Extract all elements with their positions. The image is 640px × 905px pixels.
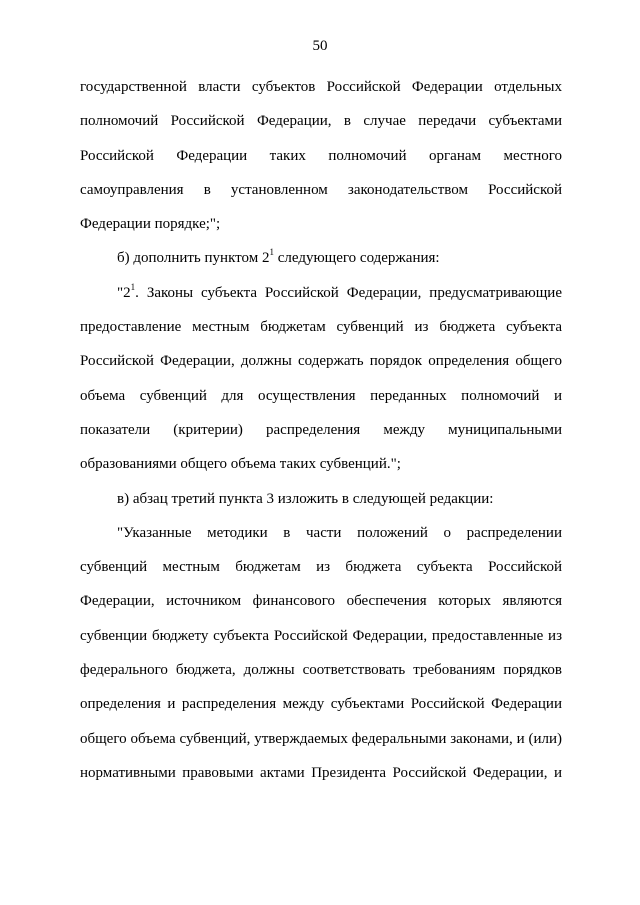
text-line: нормативными правовыми актами Президента Российской Федерации, и <box>80 764 562 781</box>
superscript: 1 <box>269 247 274 258</box>
text-line: в) абзац третий пункта 3 изложить в следующей редакции: <box>117 490 494 507</box>
text-line: государственной власти субъектов Российской Федерации отдельных <box>80 79 562 95</box>
text-line <box>80 276 562 310</box>
text-segment: следующего содержания: <box>273 250 440 267</box>
text-line: федерального бюджета, должны соответствовать требованиям порядков <box>80 662 562 679</box>
text-line: Федерации порядке;"; <box>80 216 221 233</box>
text-segment: "2 <box>117 284 131 301</box>
text-segment: . Законы субъекта Российской Федерации, предусматривающие <box>135 284 562 301</box>
text-line: субвенции бюджету субъекта Российской Федерации, предоставленные из <box>80 627 562 644</box>
text-line: самоуправления в установленном законодательством Российской <box>80 181 562 198</box>
text-line: Российской Федерации таких полномочий органам местного <box>80 147 562 164</box>
text-line: определения и распределения между субъектами Российской Федерации <box>80 696 562 713</box>
text-segment: б) дополнить пунктом 2 <box>117 250 270 267</box>
text-line: полномочий Российской Федерации, в случае передачи субъектами <box>80 113 562 130</box>
text-line: субвенций местным бюджетам из бюджета субъекта Российской <box>80 559 562 576</box>
text-line: Федерации, источником финансового обеспечения которых являются <box>80 593 562 610</box>
text-line: общего объема субвенций, утверждаемых федеральными законами, и (или) <box>80 730 562 747</box>
superscript: 1 <box>130 281 136 292</box>
text-line <box>80 241 562 275</box>
text-line: образованиями общего объема таких субвенций."; <box>80 456 401 473</box>
text-line: "Указанные методики в части положений о распределении <box>117 524 562 541</box>
text-line: объема субвенций для осуществления переданных полномочий и <box>80 387 562 404</box>
text-line: Российской Федерации, должны содержать порядок определения общего <box>80 353 562 370</box>
text-line: показатели (критерии) распределения между муниципальными <box>80 421 562 438</box>
text-line: предоставление местным бюджетам субвенций из бюджета субъекта <box>80 319 562 336</box>
page-number: 50 <box>312 38 328 54</box>
document-body <box>80 70 562 790</box>
